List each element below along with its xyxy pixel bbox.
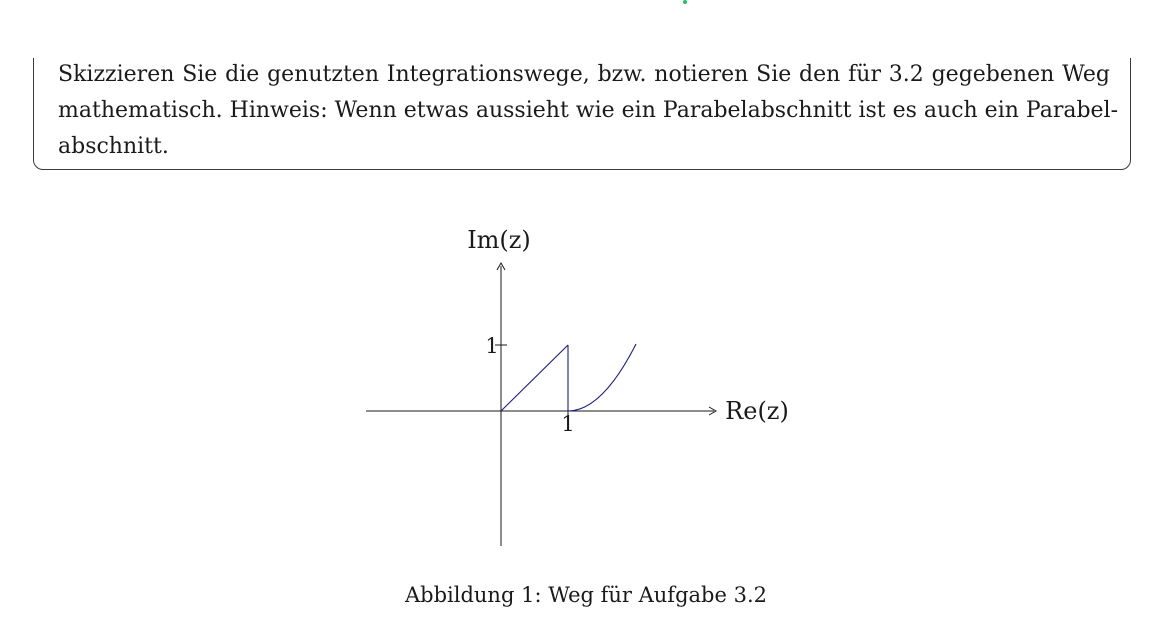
y-axis-label: Im(z) — [467, 226, 531, 254]
path-parabola-segment — [568, 344, 636, 411]
x-tick-label: 1 — [561, 412, 575, 436]
x-axis-label: Re(z) — [725, 397, 789, 425]
y-tick-label: 1 — [485, 334, 499, 358]
task-text-line-2: mathematisch. Hinweis: Wenn etwas aussieht wie ein Parabelabschnitt ist es auch ein Parabel- — [58, 98, 1119, 123]
figure-caption: Abbildung 1: Weg für Aufgabe 3.2 — [404, 583, 767, 607]
path-diagonal-segment — [501, 345, 568, 411]
task-text-line-1: Skizzieren Sie die genutzten Integrationswege, bzw. notieren Sie den für 3.2 gegebenen Weg — [58, 62, 1110, 87]
task-text-line-3: abschnitt. — [58, 134, 169, 159]
